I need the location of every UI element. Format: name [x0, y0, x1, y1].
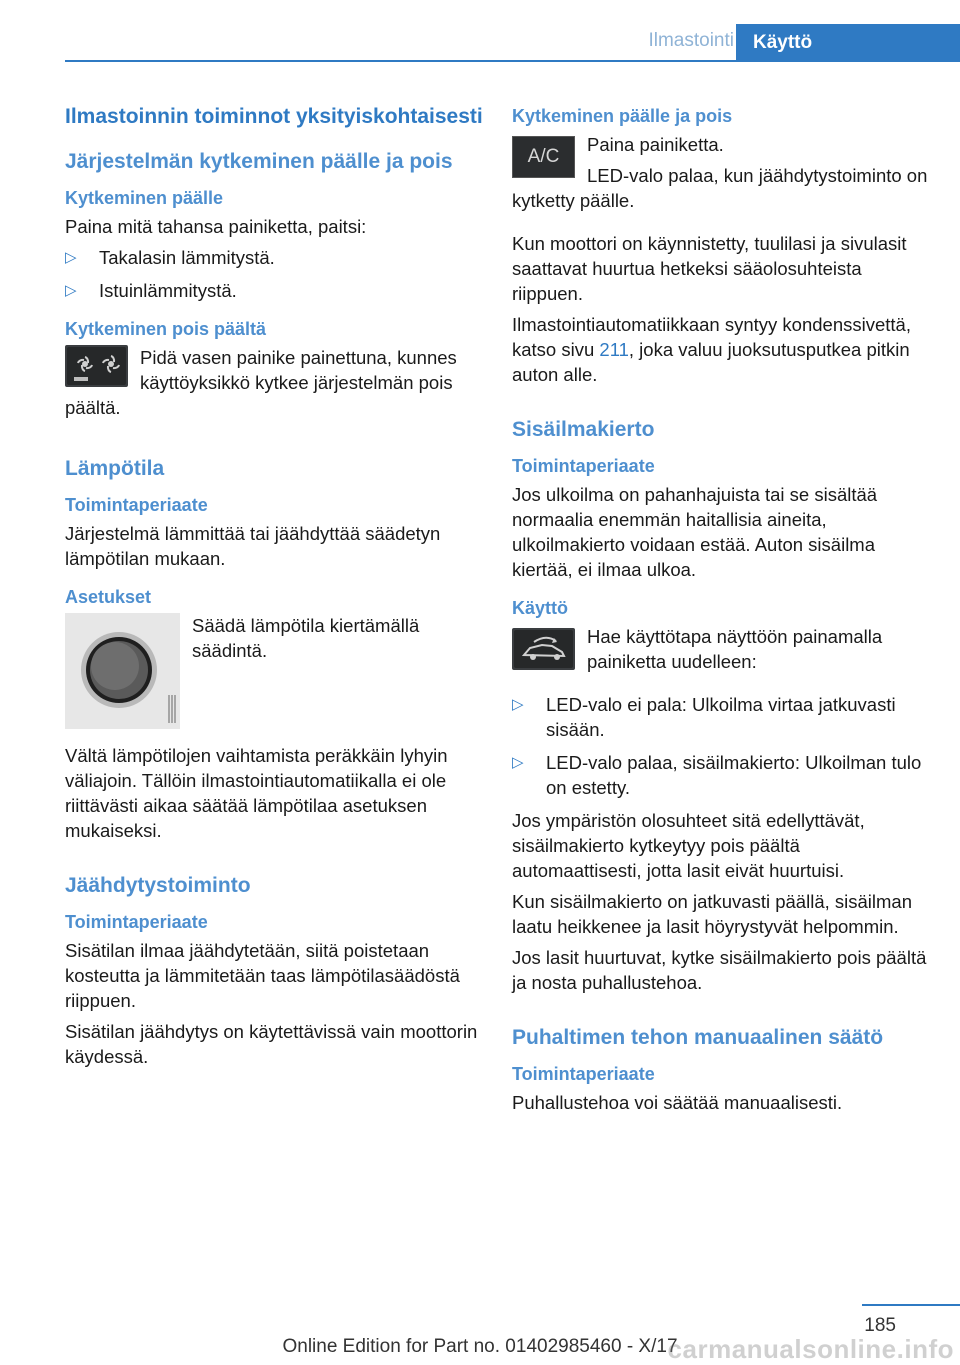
subtitle-settings: Asetukset — [65, 587, 152, 607]
triangle-bullet-icon: ▷ — [512, 754, 524, 771]
subtitle-switch-off: Kytkeminen pois päältä — [65, 319, 267, 339]
page-link[interactable]: 211 — [599, 339, 629, 360]
footer-rule — [862, 1304, 960, 1306]
header-section: Ilmastointi — [648, 30, 734, 51]
text-temp-principle: Järjestelmä lämmittää tai jäähdyttää säädetyn lämpötilan mukaan. — [65, 523, 441, 569]
triangle-bullet-icon: ▷ — [65, 249, 77, 266]
text-recirc-1: Jos ympäristön olosuhteet sitä edellyttävät, sisäilmakierto kytkeytyy pois päältä automaattisesti, jotta lasit eivät huurtuisi. — [512, 810, 865, 881]
text-ac-1: Paina painiketta. — [587, 134, 724, 155]
text-switch-on: Paina mitä tahansa painiketta, paitsi: — [65, 216, 367, 237]
list-item: ▷ LED-valo palaa, sisäilmakierto: Ulkoilman tulo on estetty. — [512, 752, 922, 798]
text-cooling-2: Sisätilan jäähdytys on käytettävissä vain moottorin käydessä. — [65, 1021, 478, 1067]
footer — [0, 1315, 960, 1364]
triangle-bullet-icon: ▷ — [512, 696, 524, 713]
header-tab — [736, 24, 960, 61]
text-recirc-3: Jos lasit huurtuvat, kytke sisäilmakierto pois päältä ja nosta puhallustehoa. — [512, 947, 927, 993]
edition-line: Online Edition for Part no. 01402985460 - X/17 — [282, 1336, 678, 1357]
text-recirc-2: Kun sisäilmakierto on jatkuvasti päällä, sisäilman laatu heikkenee ja lasit höyrystyvät helpommin. — [512, 891, 912, 937]
section-title-recirculation: Sisäilmakierto — [512, 418, 655, 441]
subtitle-switch-on: Kytkeminen päälle — [65, 188, 224, 208]
recirculation-button-icon — [512, 628, 575, 670]
left-column — [65, 104, 483, 1075]
section-title-system: Järjestelmän kytkeminen päälle ja pois — [65, 150, 453, 173]
list-item: ▷ Takalasin lämmitystä. — [65, 247, 275, 268]
switch-on-list — [65, 245, 483, 303]
section-title-temperature: Lämpötila — [65, 457, 165, 480]
triangle-bullet-icon: ▷ — [65, 282, 77, 299]
ac-button-icon: A/C — [512, 136, 575, 178]
subtitle-blower-principle: Toimintaperiaate — [512, 1064, 655, 1084]
off-fan-button-icon — [65, 345, 128, 387]
subtitle-recirc-principle: Toimintaperiaate — [512, 456, 655, 476]
header-tab-label: Käyttö — [753, 32, 813, 53]
text-settings: Säädä lämpötila kiertämällä säädintä. — [192, 615, 420, 661]
right-column — [512, 104, 930, 1121]
text-ac-4: Ilmastointiautomatiikkaan syntyy kondenssivettä, katso sivu 211, joka valuu juoksutusputkea pitkin auton alle. — [512, 314, 911, 385]
list-item: ▷ LED-valo ei pala: Ulkoilma virtaa jatkuvasti sisään. — [512, 694, 896, 740]
text-blower: Puhallustehoa voi säätää manuaalisesti. — [512, 1092, 843, 1113]
text-ac-3: Kun moottori on käynnistetty, tuulilasi ja sivulasit saattavat huurtua hetkeksi sääolosuhteista riippuen. — [512, 233, 907, 304]
subtitle-temp-principle: Toimintaperiaate — [65, 495, 208, 515]
text-recirc-principle: Jos ulkoilma on pahanhajuista tai se sisältää normaalia enemmän haitallisia aineita, ulkoilmakierto voidaan estää. Auton sisäilma kiertää, ei ilmaa ulkoa. — [512, 484, 878, 580]
watermark: carmanualsonline.info — [667, 1334, 954, 1364]
chapter-title: Ilmastoinnin toiminnot yksityiskohtaisesti — [65, 105, 483, 128]
list-item: ▷ Istuinlämmitystä. — [65, 280, 237, 301]
text-ac-2: LED-valo palaa, kun jäähdytystoiminto on kytketty päälle. — [512, 165, 928, 211]
page-number: 185 — [864, 1315, 896, 1336]
subtitle-cooling-principle: Toimintaperiaate — [65, 912, 208, 932]
text-switch-off: Pidä vasen painike painettuna, kunnes käyttöyksikkö kytkee järjestelmän pois päältä. — [65, 347, 457, 418]
temperature-knob-icon — [65, 613, 180, 729]
subtitle-recirc-use: Käyttö — [512, 598, 569, 618]
text-cooling-1: Sisätilan ilmaa jäähdytetään, siitä poistetaan kosteutta ja lämmitetään taas lämpötilasäädöstä riippuen. — [65, 940, 460, 1011]
text-temp-note: Vältä lämpötilojen vaihtamista peräkkäin lyhyin väliajoin. Tällöin ilmastointiautomatiikalla ei ole riittävästi aikaa säätää lämpötilaa asetuksen mukaiseksi. — [65, 745, 448, 841]
subtitle-ac-switch: Kytkeminen päälle ja pois — [512, 106, 733, 126]
recirc-mode-list — [512, 692, 930, 800]
text-recirc-use: Hae käyttötapa näyttöön painamalla painiketta uudelleen: — [587, 626, 883, 672]
section-title-cooling: Jäähdytystoiminto — [65, 874, 251, 897]
section-title-blower: Puhaltimen tehon manuaalinen säätö — [512, 1026, 884, 1049]
